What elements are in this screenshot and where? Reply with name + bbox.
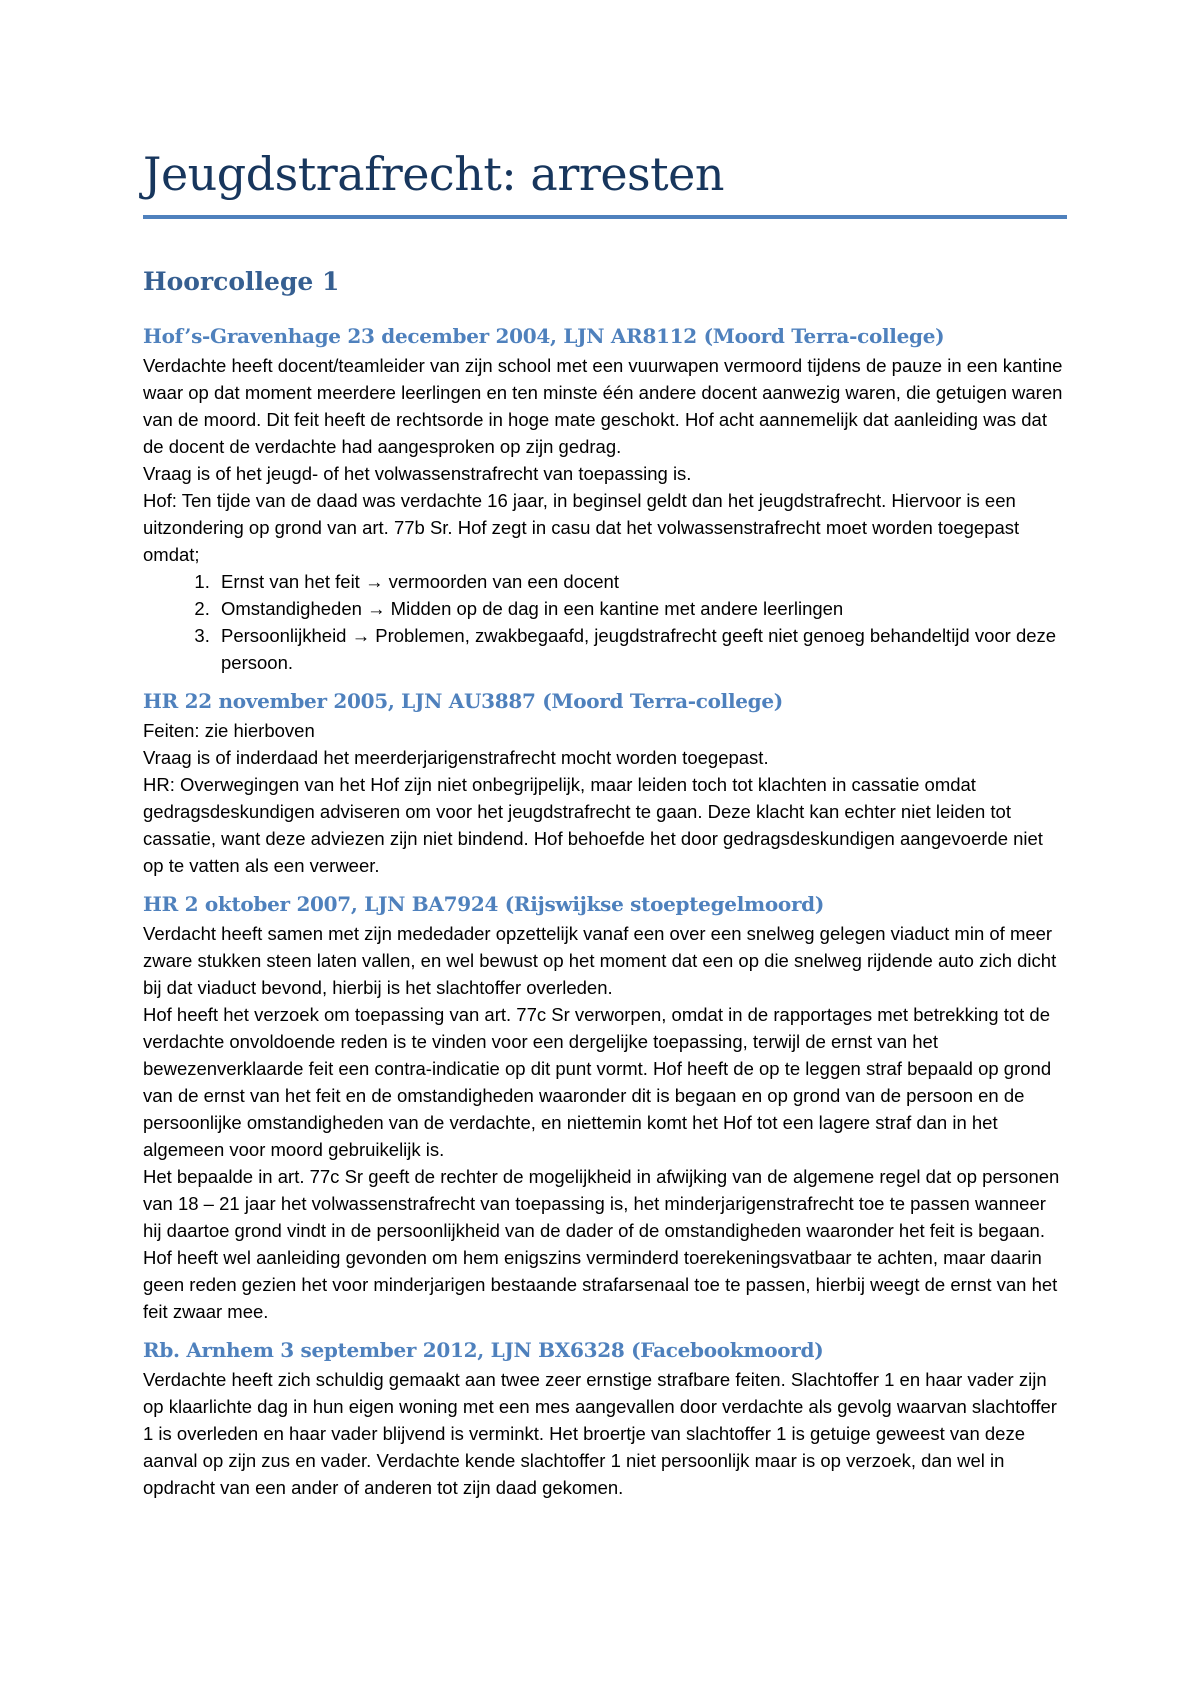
case-paragraph: Verdachte heeft docent/teamleider van zijn school met een vuurwapen vermoord tijdens de pauze in een kantine waar op dat moment meerdere leerlingen en ten minste één andere docent aanwezig waren, die getuigen waren van de moord. Dit feit heeft de rechtsorde in hoge mate geschokt. Hof acht aannemelijk dat aanleiding was dat de docent de verdachte had aangesproken op zijn gedrag. bbox=[143, 354, 1063, 457]
case-heading: HR 2 oktober 2007, LJN BA7924 (Rijswijkse stoeptegelmoord) bbox=[143, 891, 825, 916]
case-paragraph: Verdachte heeft zich schuldig gemaakt aan twee zeer ernstige strafbare feiten. Slachtoffer 1 en haar vader zijn op klaarlichte dag in hun eigen woning met een mes aangevallen door verdachte als gevolg waarvan slachtoffer 1 is overleden en haar vader blijvend is verminkt. Het broertje van slachtoffer 1 is getuige geweest van deze aanval op zijn zus en vader. Verdachte kende slachtoffer 1 niet persoonlijk maar is op verzoek, dan wel in opdracht van een ander of anderen tot zijn daad gekomen. bbox=[143, 1368, 1057, 1498]
case-paragraph: Verdacht heeft samen met zijn mededader opzettelijk vanaf een over een snelweg gelegen viaduct min of meer zware stukken steen laten vallen, en wel bewust op het moment dat een op die snelweg rijdende auto zich dicht bij dat viaduct bevond, hierbij is het slachtoffer overleden. bbox=[143, 922, 1057, 998]
document-content bbox=[143, 140, 1067, 1513]
case-paragraph: Het bepaalde in art. 77c Sr geeft de rechter de mogelijkheid in afwijking van de algemene regel dat op personen van 18 – 21 jaar het volwassenstrafrecht van toepassing is, het minderjarigenstrafrecht toe te passen wanneer hij daartoe grond vindt in de persoonlijkheid van de dader of de omstandigheden waaronder het feit is begaan. Hof heeft wel aanleiding gevonden om hem enigszins verminderd toerekeningsvatbaar te achten, maar daarin geen reden gezien het voor minderjarigen bestaande strafarsenaal toe te passen, hierbij weegt de ernst van het feit zwaar mee. bbox=[143, 1165, 1060, 1322]
case-section bbox=[143, 323, 1067, 676]
title-underline bbox=[143, 215, 1067, 219]
case-heading: HR 22 november 2005, LJN AU3887 (Moord Terra-college) bbox=[143, 688, 783, 713]
section-heading-hoorcollege: Hoorcollege 1 bbox=[143, 266, 340, 296]
case-paragraph: HR: Overwegingen van het Hof zijn niet onbegrijpelijk, maar leiden toch tot klachten in cassatie omdat gedragsdeskundigen adviseren om voor het jeugdstrafrecht te gaan. Deze klacht kan echter niet leiden tot cassatie, want deze adviezen zijn niet bindend. Hof behoefde het door gedragsdeskundigen aangevoerde niet op te vatten als een verweer. bbox=[143, 773, 1043, 876]
case-paragraph: Feiten: zie hierboven bbox=[143, 719, 315, 741]
list-item: 1. Ernst van het feit → vermoorden van een docent bbox=[215, 568, 1067, 595]
case-heading: Rb. Arnhem 3 september 2012, LJN BX6328 (Facebookmoord) bbox=[143, 1337, 824, 1362]
list-item: 2. Omstandigheden → Midden op de dag in een kantine met andere leerlingen bbox=[215, 595, 1067, 622]
case-section bbox=[143, 688, 1067, 879]
case-paragraph: Vraag is of inderdaad het meerderjarigenstrafrecht mocht worden toegepast. bbox=[143, 746, 769, 768]
case-heading: Hof’s-Gravenhage 23 december 2004, LJN AR8112 (Moord Terra-college) bbox=[143, 323, 945, 348]
case-paragraph: Vraag is of het jeugd- of het volwassenstrafrecht van toepassing is. bbox=[143, 462, 692, 484]
case-section bbox=[143, 891, 1067, 1325]
case-section bbox=[143, 1337, 1067, 1501]
criteria-list bbox=[143, 568, 1067, 676]
document-title: Jeugdstrafrecht: arresten bbox=[143, 147, 724, 201]
case-paragraph: Hof: Ten tijde van de daad was verdachte 16 jaar, in beginsel geldt dan het jeugdstrafrecht. Hiervoor is een uitzondering op grond van art. 77b Sr. Hof zegt in casu dat het volwassenstrafrecht moet worden toegepast omdat; bbox=[143, 489, 1020, 565]
list-item: 3. Persoonlijkheid → Problemen, zwakbegaafd, jeugdstrafrecht geeft niet genoeg behandeltijd voor deze persoon. bbox=[215, 622, 1067, 676]
case-paragraph: Hof heeft het verzoek om toepassing van art. 77c Sr verworpen, omdat in de rapportages met betrekking tot de verdachte onvoldoende reden is te vinden voor een dergelijke toepassing, terwijl de ernst van het bewezenverklaarde feit een contra-indicatie op dit punt vormt. Hof heeft de op te leggen straf bepaald op grond van de ernst van het feit en de omstandigheden waaronder dit is begaan en op grond van de persoon en de persoonlijke omstandigheden van de verdachte, en niettemin komt het Hof tot een lagere straf dan in het algemeen voor moord gebruikelijk is. bbox=[143, 1003, 1052, 1160]
